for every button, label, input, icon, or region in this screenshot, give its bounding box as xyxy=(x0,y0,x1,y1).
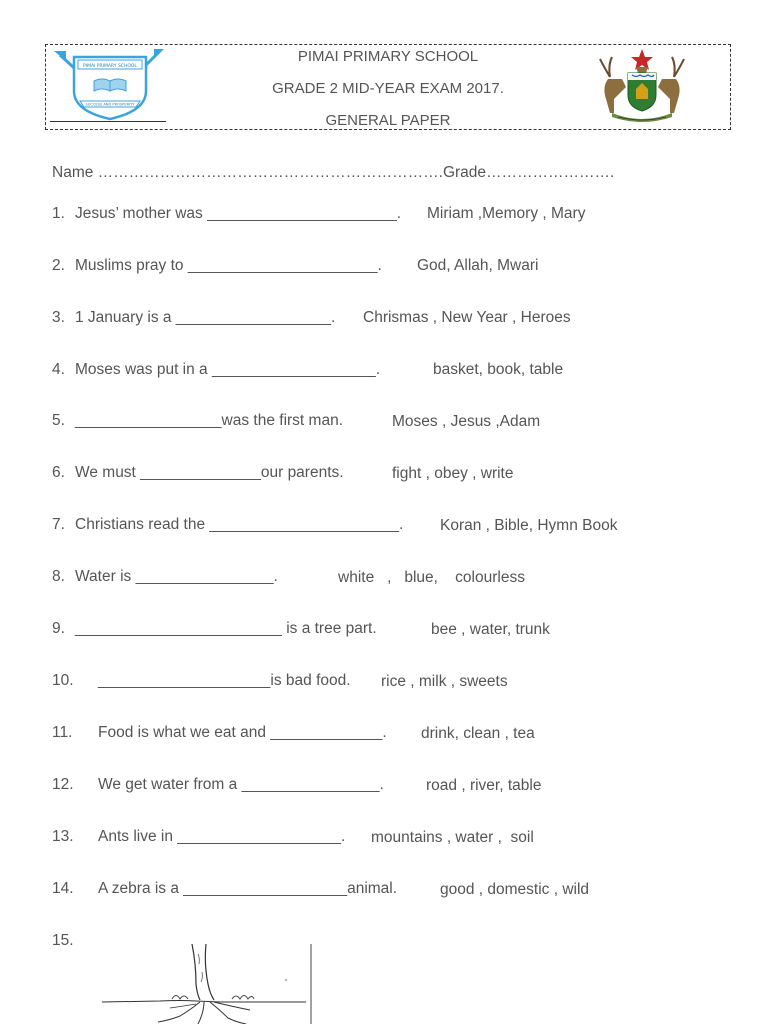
header-titles xyxy=(196,45,580,141)
answer-choices: Moses , Jesus ,Adam xyxy=(392,413,541,430)
question-text[interactable]: ____________________is bad food. xyxy=(98,672,351,689)
question-3 xyxy=(52,307,335,329)
exam-title: GRADE 2 MID-YEAR EXAM 2017. xyxy=(272,80,504,97)
answer-choices: basket, book, table xyxy=(433,361,564,378)
answer-choices: mountains , water , soil xyxy=(371,829,534,846)
question-number: 13. xyxy=(52,828,74,845)
answer-choices: white , blue, colourless xyxy=(338,569,525,586)
question-6 xyxy=(52,462,344,484)
logo-banner-text: PIMAI PRIMARY SCHOOL xyxy=(83,64,137,69)
answer-choices: Koran , Bible, Hymn Book xyxy=(440,517,618,534)
answer-choices: fight , obey , write xyxy=(392,465,514,482)
question-text[interactable]: Christians read the ______________________. xyxy=(75,516,404,533)
question-4 xyxy=(52,359,380,381)
school-logo xyxy=(50,47,170,123)
question-text[interactable]: We must ______________our parents. xyxy=(75,464,344,481)
question-number: 11. xyxy=(52,724,73,741)
school-name: PIMAI PRIMARY SCHOOL xyxy=(297,48,479,65)
question-number: 3. xyxy=(52,309,65,326)
answer-choices: God, Allah, Mwari xyxy=(417,257,539,274)
paper-title: GENERAL PAPER xyxy=(325,112,451,129)
question-text[interactable]: Muslims pray to ______________________. xyxy=(75,257,382,274)
name-grade-line[interactable]: Name ………………………………………………………….Grade……………………. xyxy=(52,164,615,181)
question-12 xyxy=(52,774,384,796)
exam-header xyxy=(45,44,731,130)
question-2 xyxy=(52,255,382,277)
question-text[interactable]: A zebra is a ___________________animal. xyxy=(98,880,398,897)
answer-choices: bee , water, trunk xyxy=(431,621,550,638)
question-10 xyxy=(52,670,351,692)
question-8 xyxy=(52,566,278,588)
question-number: 4. xyxy=(52,361,65,378)
question-text[interactable]: _________________was the first man. xyxy=(75,412,344,429)
question-number: 6. xyxy=(52,464,65,481)
question-5 xyxy=(52,410,343,432)
answer-choices: Miriam ,Memory , Mary xyxy=(427,205,586,222)
question-text[interactable]: Ants live in ___________________. xyxy=(98,828,346,845)
question-number: 7. xyxy=(52,516,65,533)
question-text[interactable]: Jesus’ mother was ______________________. xyxy=(75,205,402,222)
answer-choices: drink, clean , tea xyxy=(421,725,535,742)
question-text[interactable]: We get water from a ________________. xyxy=(98,776,384,793)
coat-of-arms-emblem xyxy=(592,47,692,125)
logo-motto: SUCCESS AND PROSPERITY xyxy=(85,102,135,107)
question-number: 8. xyxy=(52,568,65,585)
question-7 xyxy=(52,514,403,536)
question-1 xyxy=(52,203,401,225)
answer-choices: road , river, table xyxy=(426,777,542,794)
tree-drawing-image xyxy=(100,944,315,1024)
question-number: 9. xyxy=(52,620,65,637)
question-14 xyxy=(52,878,397,900)
question-text[interactable]: Water is ________________. xyxy=(75,568,278,585)
question-number: 14. xyxy=(52,880,74,897)
answer-choices: good , domestic , wild xyxy=(440,881,590,898)
question-number: 10. xyxy=(52,672,74,689)
question-number: 5. xyxy=(52,412,65,429)
logo-underline xyxy=(50,121,166,122)
answer-choices: Chrismas , New Year , Heroes xyxy=(363,309,571,326)
question-text[interactable]: 1 January is a __________________. xyxy=(75,309,336,326)
question-text[interactable]: Food is what we eat and _____________. xyxy=(98,724,387,741)
question-11 xyxy=(52,722,387,744)
question-13 xyxy=(52,826,345,848)
question-9 xyxy=(52,618,377,640)
question-number: 12. xyxy=(52,776,74,793)
question-15 xyxy=(52,930,98,952)
question-number: 15. xyxy=(52,932,74,949)
question-text[interactable]: ________________________ is a tree part. xyxy=(75,620,377,637)
answer-choices: rice , milk , sweets xyxy=(381,673,508,690)
question-number: 2. xyxy=(52,257,65,274)
question-text[interactable]: Moses was put in a ___________________. xyxy=(75,361,381,378)
question-number: 1. xyxy=(52,205,65,222)
